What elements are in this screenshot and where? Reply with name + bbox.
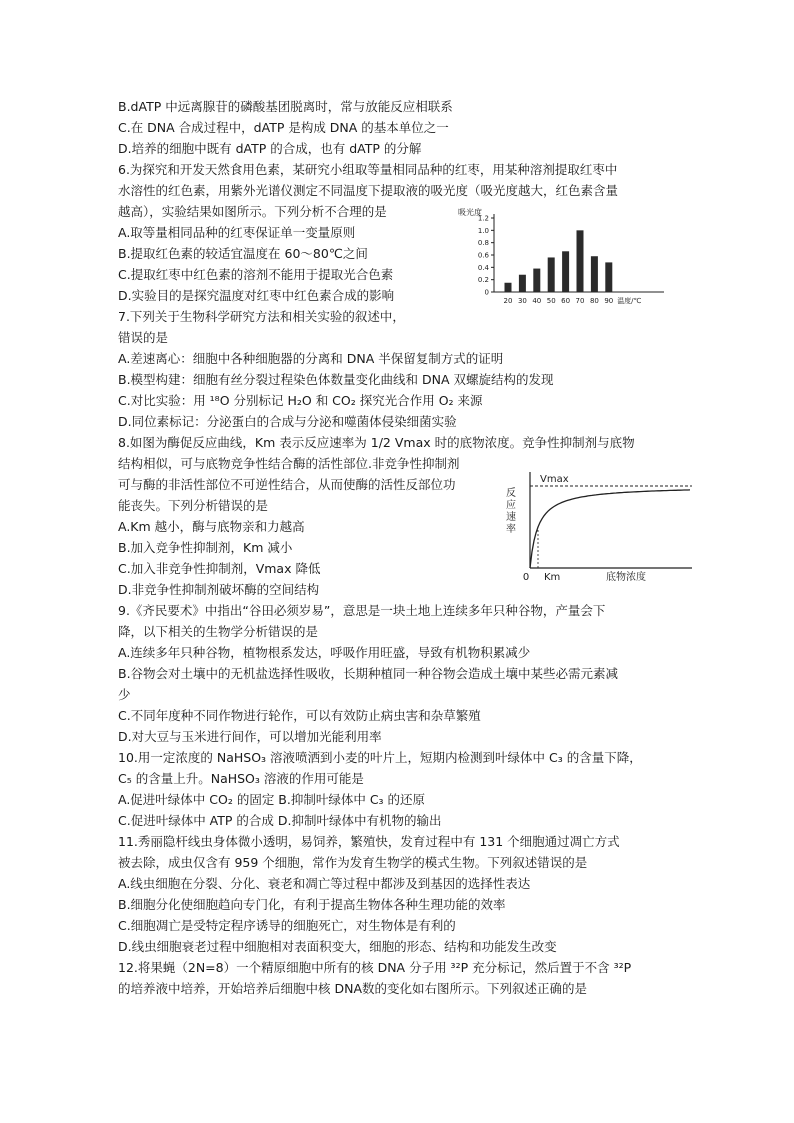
x-tick-label: 50: [546, 297, 556, 305]
text-line: B.提取红色素的较适宜温度在 60～80℃之间: [118, 246, 368, 261]
text-line: C₅ 的含量上升。NaHSO₃ 溶液的作用可能是: [118, 771, 364, 786]
text-line: 错误的是: [118, 330, 169, 345]
text-line: 越高），实验结果如图所示。下列分析不合理的是: [118, 204, 387, 219]
text-line: A.差速离心：细胞中各种细胞器的分离和 DNA 半保留复制方式的证明: [118, 351, 504, 366]
text-line: 10.用一定浓度的 NaHSO₃ 溶液喷洒到小麦的叶片上，短期内检测到叶绿体中 C₃ 的含量下降，: [118, 750, 642, 765]
y-tick-label: 0.8: [477, 239, 489, 248]
text-line: 降，以下相关的生物学分析错误的是: [118, 624, 319, 639]
y-tick-label: 1.0: [477, 226, 489, 235]
y-axis-label-char: 反: [506, 488, 516, 499]
x-tick-label: 90: [604, 297, 614, 305]
y-axis-label: 吸光度: [458, 208, 482, 217]
x-tick-label: 40: [532, 297, 542, 305]
text-line: 6.为探究和开发天然食用色素，某研究小组取等量相同品种的红枣，用某种溶剂提取红枣中: [118, 162, 618, 177]
bar: [562, 251, 569, 292]
text-line: D.培养的细胞中既有 dATP 的合成，也有 dATP 的分解: [118, 141, 422, 156]
bar: [519, 275, 526, 292]
text-line: C.不同年度种不同作物进行轮作，可以有效防止病虫害和杂草繁殖: [118, 708, 481, 723]
bar: [577, 230, 584, 292]
y-tick-label: 0.2: [477, 276, 489, 285]
text-line: 8.如图为酶促反应曲线，Km 表示反应速率为 1/2 Vmax 时的底物浓度。竞争性抑制剂与底物: [118, 435, 635, 450]
text-line: D.非竞争性抑制剂破坏酶的空间结构: [118, 582, 320, 597]
text-line: 被去除，成虫仅含有 959 个细胞，常作为发育生物学的模式生物。下列叙述错误的是: [118, 855, 588, 870]
text-line: A.线虫细胞在分裂、分化、衰老和凋亡等过程中都涉及到基因的选择性表达: [118, 876, 531, 891]
y-tick-label: 1.2: [477, 214, 489, 223]
text-line: C.加入非竞争性抑制剂，Vmax 降低: [118, 561, 321, 576]
y-axis-label-char: 应: [506, 500, 516, 511]
text-line: B.加入竞争性抑制剂，Km 减小: [118, 540, 293, 555]
text-line: A.连续多年只种谷物，植物根系发达，呼吸作用旺盛，导致有机物积累减少: [118, 645, 531, 660]
absorbance-bar-chart: [452, 206, 714, 306]
text-line: D.同位素标记：分泌蛋白的合成与分泌和噬菌体侵染细菌实验: [118, 414, 457, 429]
x-axis-label: 底物浓度: [606, 572, 646, 583]
text-line: D.线虫细胞衰老过程中细胞相对表面积变大，细胞的形态、结构和功能发生改变: [118, 939, 557, 954]
text-line: 12.将果蝇（2N=8）一个精原细胞中所有的核 DNA 分子用 ³²P 充分标记，然后置于不含 ³²P: [118, 960, 632, 975]
text-line: A.促进叶绿体中 CO₂ 的固定 B.抑制叶绿体中 C₃ 的还原: [118, 792, 426, 807]
text-line: 少: [118, 687, 131, 702]
y-tick-label: 0.6: [477, 251, 489, 260]
bar: [591, 256, 598, 292]
x-axis-label: 温度/℃: [617, 297, 642, 305]
text-line: D.实验目的是探究温度对红枣中红色素合成的影响: [118, 288, 395, 303]
text-line: 可与酶的非活性部位不可逆性结合，从而使酶的活性反部位功: [118, 477, 456, 492]
y-axis-label-char: 率: [506, 524, 516, 535]
x-tick-label: 30: [517, 297, 527, 305]
y-tick-label: 0.4: [477, 263, 489, 272]
x-tick-label: 60: [561, 297, 571, 305]
bar: [533, 269, 540, 292]
text-line: 11.秀丽隐杆线虫身体微小透明，易饲养，繁殖快，发育过程中有 131 个细胞通过凋亡方式: [118, 834, 620, 849]
text-line: 9.《齐民要术》中指出“谷田必须岁易”，意思是一块土地上连续多年只种谷物，产量会下: [118, 603, 606, 618]
text-line: 的培养液中培养，开始培养后细胞中核 DNA数的变化如右图所示。下列叙述正确的是: [118, 981, 588, 996]
text-line: C.细胞凋亡是受特定程序诱导的细胞死亡，对生物体是有利的: [118, 918, 456, 933]
km-label: Km: [544, 572, 561, 583]
text-line: C.提取红枣中红色素的溶剂不能用于提取光合色素: [118, 267, 394, 282]
text-line: A.取等量相同品种的红枣保证单一变量原则: [118, 225, 356, 240]
bar: [505, 283, 512, 292]
text-line: B.模型构建：细胞有丝分裂过程染色体数量变化曲线和 DNA 双螺旋结构的发现: [118, 372, 554, 387]
y-tick-label: 0: [484, 288, 489, 297]
text-line: 7.下列关于生物科学研究方法和相关实验的叙述中，: [118, 309, 405, 324]
x-tick-label: 20: [503, 297, 513, 305]
y-axis-label-char: 速: [506, 512, 516, 523]
vmax-label: Vmax: [540, 474, 569, 485]
x-tick-label: 70: [575, 297, 585, 305]
bar: [605, 262, 612, 292]
origin-label: 0: [522, 572, 530, 583]
enzyme-kinetics-chart: [502, 468, 702, 586]
text-line: 结构相似，可与底物竞争性结合酶的活性部位.非竞争性抑制剂: [118, 456, 460, 471]
rate-curve: [530, 490, 690, 568]
text-line: 水溶性的红色素，用紫外光谱仪测定不同温度下提取液的吸光度（吸光度越大，红色素含量: [118, 183, 619, 198]
text-line: B.dATP 中远离腺苷的磷酸基团脱离时，常与放能反应相联系: [118, 99, 453, 114]
text-line: B.细胞分化使细胞趋向专门化，有利于提高生物体各种生理功能的效率: [118, 897, 506, 912]
text-line: C.促进叶绿体中 ATP 的合成 D.抑制叶绿体中有机物的输出: [118, 813, 442, 828]
text-line: 能丧失。下列分析错误的是: [118, 498, 269, 513]
bar: [548, 257, 555, 292]
text-line: D.对大豆与玉米进行间作，可以增加光能利用率: [118, 729, 382, 744]
text-line: C.在 DNA 合成过程中，dATP 是构成 DNA 的基本单位之一: [118, 120, 449, 135]
text-line: A.Km 越小，酶与底物亲和力越高: [118, 519, 305, 534]
text-line: B.谷物会对土壤中的无机盐选择性吸收，长期种植同一种谷物会造成土壤中某些必需元素减: [118, 666, 619, 681]
x-tick-label: 80: [589, 297, 599, 305]
text-line: C.对比实验：用 ¹⁸O 分别标记 H₂O 和 CO₂ 探究光合作用 O₂ 来源: [118, 393, 483, 408]
